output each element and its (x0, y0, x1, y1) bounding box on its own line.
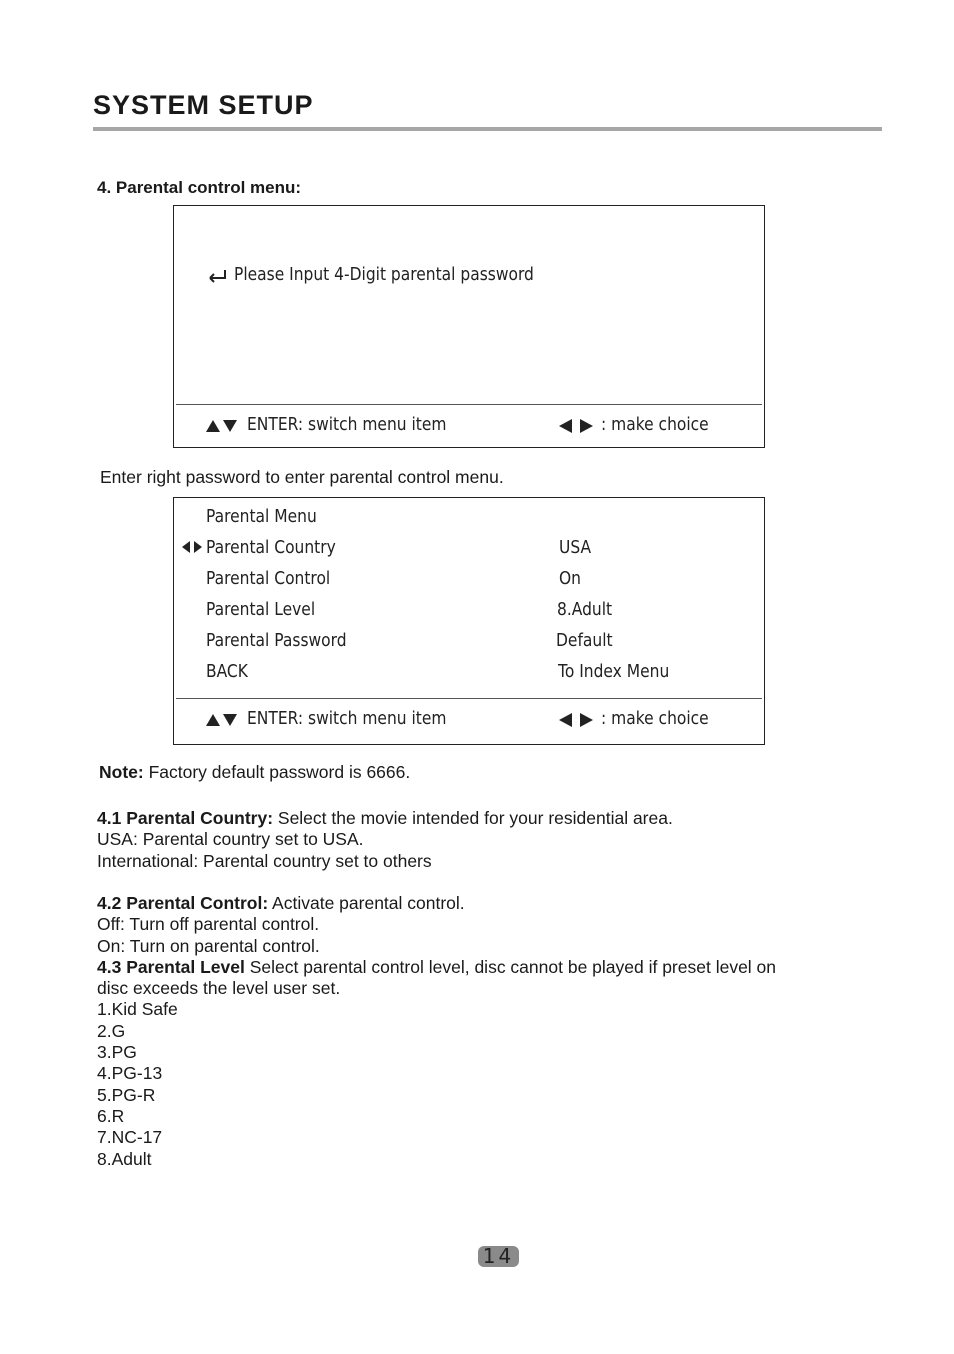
note-text: Factory default password is 6666. (143, 762, 411, 782)
control-label: 4.2 Parental Control: (97, 893, 269, 913)
menu-item-back[interactable]: BACK (206, 661, 248, 682)
menu-value-parental-level[interactable]: 8.Adult (557, 599, 613, 620)
level-item: 5.PG-R (97, 1084, 156, 1105)
up-down-arrows-icon (206, 419, 238, 433)
level-item: 4.PG-13 (97, 1063, 163, 1084)
control-section (97, 893, 776, 1170)
instruction-text: Enter right password to enter parental control menu. (100, 467, 504, 487)
footer-enter-hint: ENTER: switch menu item (247, 414, 447, 435)
control-text: Activate parental control. (268, 893, 465, 913)
section-heading: 4. Parental control menu: (97, 178, 302, 197)
level-item: 6.R (97, 1105, 125, 1126)
enter-return-icon (206, 268, 228, 284)
footer-choice-hint: : make choice (601, 708, 709, 729)
selection-cursor-icon (181, 541, 205, 553)
level-item: 2.G (97, 1020, 126, 1041)
menu-value-back[interactable]: To Index Menu (558, 661, 670, 682)
control-option-on: On: Turn on parental control. (97, 935, 320, 956)
footer-enter-hint: ENTER: switch menu item (247, 708, 447, 729)
parental-menu-screen (173, 497, 765, 745)
level-item: 3.PG (97, 1042, 137, 1063)
menu-value-parental-country[interactable]: USA (559, 537, 592, 558)
password-prompt: Please Input 4-Digit parental password (234, 264, 534, 285)
footer-divider (176, 404, 762, 405)
note-label: Note: (99, 762, 144, 782)
country-text: Select the movie intended for your residential area. (273, 808, 673, 828)
country-section (97, 808, 673, 872)
title-underline (93, 127, 882, 131)
level-label: 4.3 Parental Level (97, 956, 245, 977)
up-down-arrows-icon (206, 713, 238, 727)
menu-item-parental-level[interactable]: Parental Level (206, 599, 316, 620)
country-label: 4.1 Parental Country: (97, 808, 274, 828)
control-option-off: Off: Turn off parental control. (97, 914, 320, 935)
menu-item-parental-control[interactable]: Parental Control (206, 568, 331, 589)
country-option-usa: USA: Parental country set to USA. (97, 829, 364, 850)
menu-value-parental-control[interactable]: On (559, 568, 581, 589)
level-text-continued: disc exceeds the level user set. (97, 978, 341, 999)
menu-item-parental-password[interactable]: Parental Password (206, 630, 347, 651)
left-right-arrows-icon (558, 419, 596, 433)
level-item: 1.Kid Safe (97, 999, 178, 1020)
level-item: 8.Adult (97, 1148, 152, 1169)
menu-value-parental-password[interactable]: Default (556, 630, 613, 651)
page-number: 14 (478, 1246, 519, 1267)
left-right-arrows-icon (558, 713, 596, 727)
level-text: Select parental control level, disc cannot be played if preset level on (244, 956, 777, 977)
menu-row-label: Parental Menu (206, 506, 317, 527)
password-screen (173, 205, 765, 448)
menu-item-parental-country[interactable]: Parental Country (206, 537, 336, 558)
footer-choice-hint: : make choice (601, 414, 709, 435)
page-title: SYSTEM SETUP (93, 90, 314, 120)
level-item: 7.NC-17 (97, 1127, 163, 1148)
footer-divider (176, 698, 762, 699)
country-option-international: International: Parental country set to others (97, 850, 432, 871)
note-paragraph (99, 762, 410, 783)
